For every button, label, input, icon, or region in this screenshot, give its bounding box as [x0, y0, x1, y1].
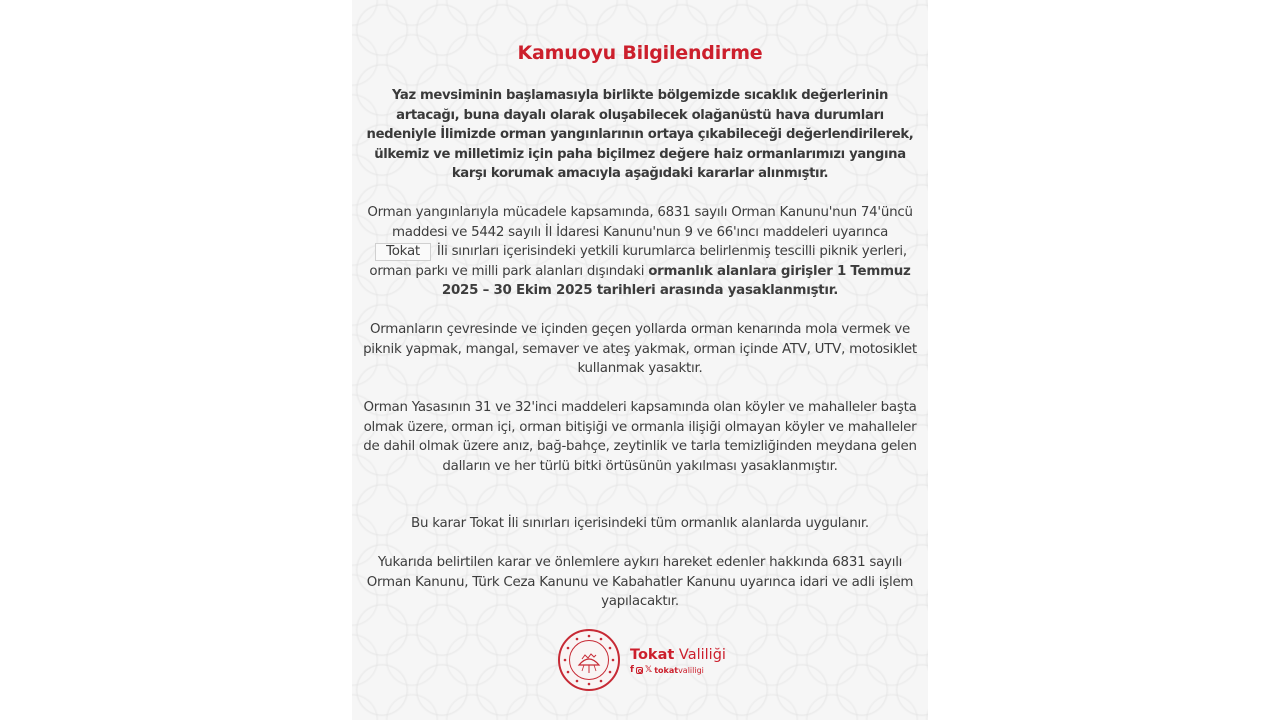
brand-name-rest: Valiliği — [678, 646, 726, 663]
paragraph-penalties: Yukarıda belirtilen karar ve önlemlere aykırı hareket edenler hakkında 6831 sayılı Orman Kanunu, Türk Ceza Kanunu ve Kabahatler Kanunu uyarınca idari ve adli işlem yapılacaktır. — [366, 555, 914, 610]
instagram-icon[interactable] — [636, 667, 643, 674]
brand-name-bold: Tokat — [630, 646, 675, 663]
paragraph-text: İli sınırları içerisindeki yetkili kurumlarca belirlenmiş tescilli piknik yerleri, orman parkı ve milli park alanları dışındaki — [369, 244, 907, 279]
social-handles — [630, 666, 726, 675]
announcement-poster — [352, 0, 928, 720]
governorship-seal-icon — [558, 629, 620, 691]
paragraph-entry-ban — [362, 203, 918, 301]
social-handle[interactable] — [654, 666, 704, 675]
footer-branding — [558, 628, 726, 692]
paragraph-scope: Bu karar Tokat İli sınırları içerisindeki tüm ormanlık alanlarda uygulanır. — [411, 516, 869, 531]
paragraph-burning-ban: Orman Yasasının 31 ve 32'inci maddeleri kapsamında olan köyler ve mahalleler başta olmak üzere, orman içi, orman bitişiği ve ormanla ilişiği olmayan köyler ve mahalleler de dahil olmak üzere anız, bağ-bahçe, zeytinlik ve tarla temizliğinden meydana gelen dalların ve her türlü bitki örtüsünün yakılması yasaklanmıştır. — [363, 400, 917, 474]
paragraph-picnic-ban: Ormanların çevresinde ve içinden geçen yollarda orman kenarında mola vermek ve piknik yapmak, mangal, semaver ve ateş yakmak, orman içinde ATV, UTV, motosiklet kullanmak yasaktır. — [363, 322, 917, 377]
province-field: Tokat — [375, 243, 431, 261]
handle-rest: valiligi — [678, 665, 704, 675]
intro-paragraph: Yaz mevsiminin başlamasıyla birlikte bölgemizde sıcaklık değerlerinin artacağı, buna dayalı olarak oluşabilecek olağanüstü hava durumları nedeniyle İlimizde orman yangınlarının ortaya çıkabileceği değerlendirilerek, ülkemiz ve milletimiz için paha biçilmez değere haiz ormanlarımızı yangına karşı korumak amacıyla aşağıdaki kararlar alınmıştır. — [366, 88, 914, 182]
handle-bold: tokat — [654, 665, 679, 675]
facebook-icon[interactable]: f — [630, 664, 634, 675]
x-icon[interactable]: 𝕏 — [644, 664, 653, 675]
seal-inner-ring — [569, 640, 609, 680]
brand-block — [630, 646, 726, 675]
brand-name — [630, 646, 726, 664]
paragraph-text: Orman yangınlarıyla mücadele kapsamında, 6831 sayılı Orman Kanunu'nun 74'üncü maddesi ve 5442 sayılı İl İdaresi Kanunu'nun 9 ve 66'ıncı maddeleri uyarınca — [367, 205, 913, 240]
paragraph-bold-text: ormanlık alanlara girişler 1 Temmuz 2025 – 30 Ekim 2025 tarihleri arasında yasaklanmıştır. — [441, 263, 911, 299]
poster-title: Kamuoyu Bilgilendirme — [517, 42, 763, 64]
